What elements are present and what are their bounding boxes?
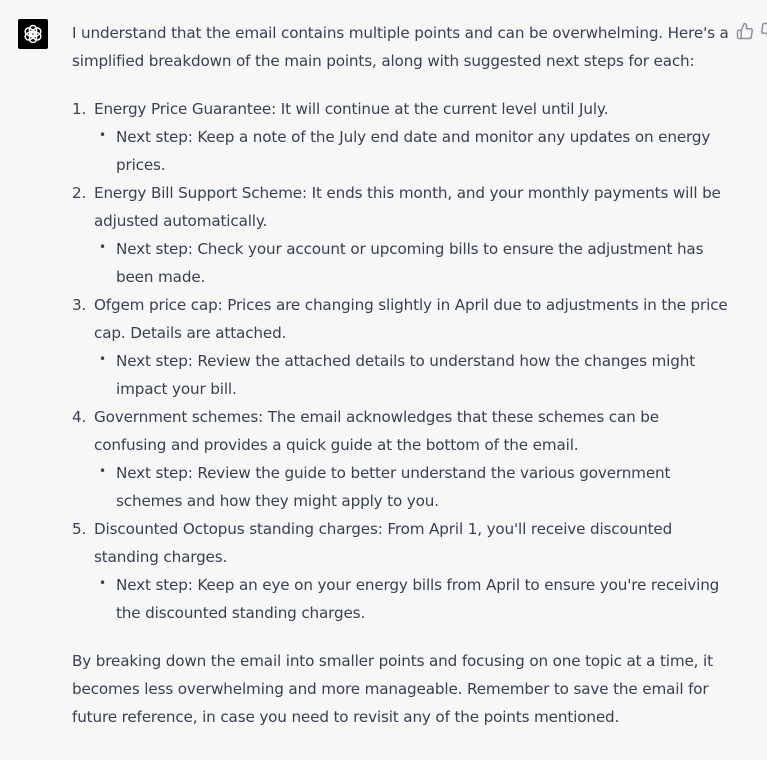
- bullet: •: [99, 352, 106, 366]
- list-number: 1.: [72, 100, 87, 118]
- next-step-text: Next step: Review the guide to better understand the various government schemes and how they might apply to you.: [116, 464, 671, 510]
- thumbs-up-icon: [736, 22, 754, 40]
- list-number: 3.: [72, 296, 87, 314]
- list-item: [72, 95, 732, 179]
- thumbs-down-button[interactable]: [760, 22, 767, 40]
- next-step-list: [94, 123, 732, 179]
- next-step-item: [94, 123, 732, 179]
- next-step-text: Next step: Keep an eye on your energy bills from April to ensure you're receiving the discounted standing charges.: [116, 576, 720, 622]
- next-step-text: Next step: Check your account or upcoming bills to ensure the adjustment has been made.: [116, 240, 704, 286]
- list-item: [72, 403, 732, 515]
- point-text: Discounted Octopus standing charges: From April 1, you'll receive discounted standing charges.: [94, 520, 673, 566]
- next-step-list: [94, 459, 732, 515]
- bullet: •: [99, 128, 106, 142]
- point-text: Ofgem price cap: Prices are changing slightly in April due to adjustments in the price cap. Details are attached.: [94, 296, 728, 342]
- point-text: Energy Price Guarantee: It will continue at the current level until July.: [94, 100, 609, 118]
- message-conclusion: By breaking down the email into smaller points and focusing on one topic at a time, it becomes less overwhelming and more manageable. Remember to save the email for future reference, in case you need to revisit any of the points mentioned.: [72, 652, 713, 726]
- thumbs-up-button[interactable]: [736, 22, 754, 40]
- assistant-avatar: [18, 19, 48, 49]
- assistant-message: [72, 19, 732, 731]
- list-item: [72, 291, 732, 403]
- next-step-text: Next step: Keep a note of the July end date and monitor any updates on energy prices.: [116, 128, 711, 174]
- bullet: •: [99, 576, 106, 590]
- list-number: 2.: [72, 184, 87, 202]
- list-number: 4.: [72, 408, 87, 426]
- next-step-list: [94, 347, 732, 403]
- list-item: [72, 179, 732, 291]
- next-step-text: Next step: Review the attached details to understand how the changes might impact your bill.: [116, 352, 696, 398]
- next-step-list: [94, 235, 732, 291]
- next-step-item: [94, 235, 732, 291]
- message-intro: I understand that the email contains multiple points and can be overwhelming. Here's a simplified breakdown of the main points, along with suggested next steps for each:: [72, 24, 729, 70]
- point-text: Government schemes: The email acknowledges that these schemes can be confusing and provides a quick guide at the bottom of the email.: [94, 408, 659, 454]
- next-step-item: [94, 347, 732, 403]
- next-step-item: [94, 571, 732, 627]
- openai-logo-icon: [21, 22, 45, 46]
- list-item: [72, 515, 732, 627]
- thumbs-down-icon: [760, 22, 767, 40]
- bullet: •: [99, 240, 106, 254]
- bullet: •: [99, 464, 106, 478]
- points-list: [72, 95, 732, 627]
- next-step-item: [94, 459, 732, 515]
- point-text: Energy Bill Support Scheme: It ends this month, and your monthly payments will be adjusted automatically.: [94, 184, 721, 230]
- list-number: 5.: [72, 520, 87, 538]
- next-step-list: [94, 571, 732, 627]
